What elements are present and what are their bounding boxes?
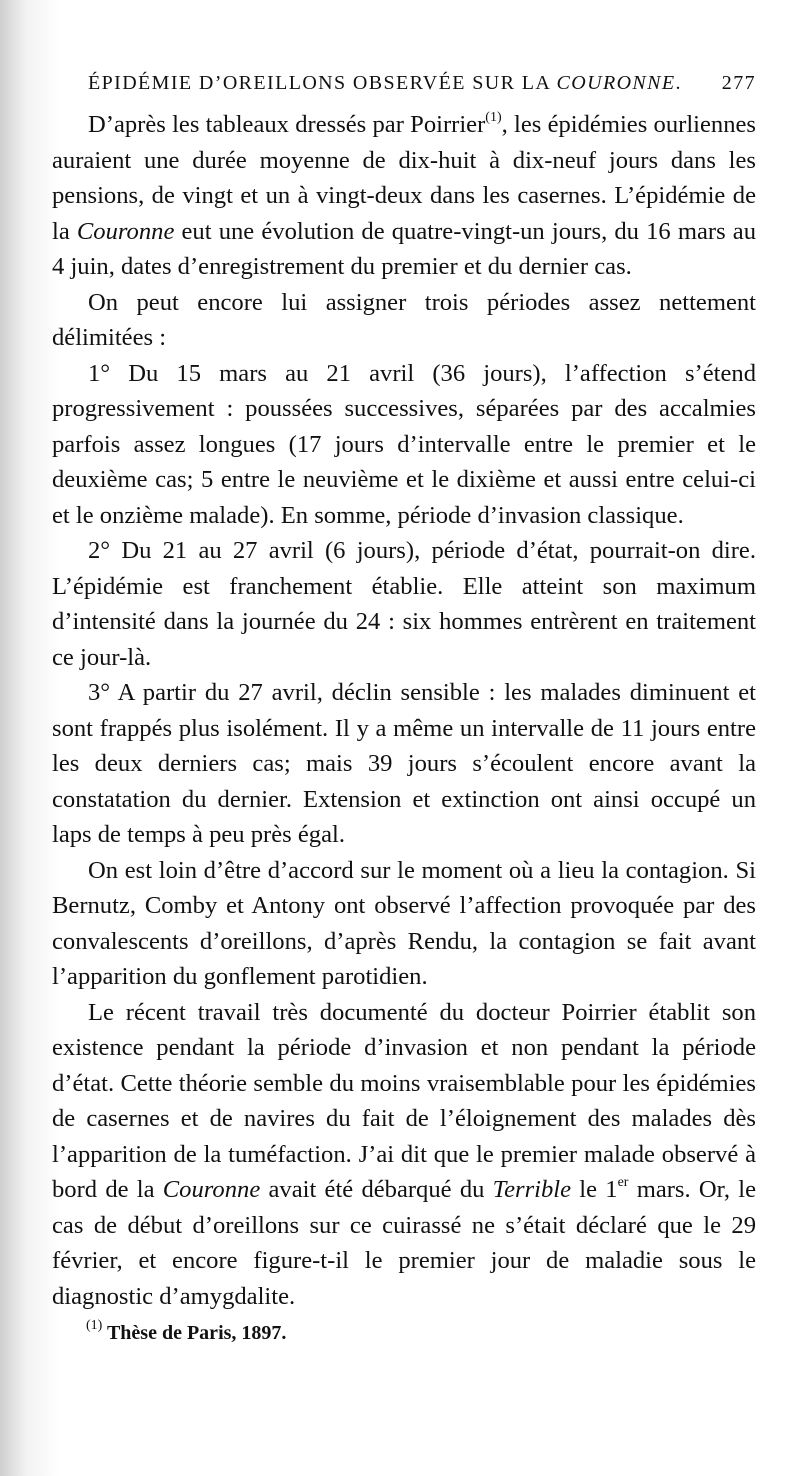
paragraph-2: On peut encore lui assigner trois périodes assez nettement délimitées : (52, 288, 756, 351)
footnote-text: Thèse de Paris, 1897. (106, 1322, 287, 1344)
ship-name: Terrible (492, 1176, 572, 1203)
ship-name: Couronne (76, 217, 175, 245)
paragraph-1: D’après les tableaux dressés par Poirrier$^{(1)}$, les épidémies ourliennes auraient une durée moyenne de dix-huit à dix-neuf jours dans les pensions, de vingt et un à vingt-deux dans les casernes. L’épidémie de la Couronne eut une évolution de quatre-vingt-un jours, du 16 mars au 4 juin, dates d’enregistrement du premier et du dernier cas. (52, 109, 756, 280)
running-title: ÉPIDÉMIE D’OREILLONS OBSERVÉE SUR LA COURONNE. (88, 72, 682, 94)
footnote (52, 1318, 756, 1348)
body-text (52, 107, 756, 1314)
ship-name: Couronne (162, 1176, 261, 1203)
footnote-marker: (1) (86, 1318, 103, 1334)
paragraph-6: On est loin d’être d’accord sur le moment où a lieu la contagion. Si Bernutz, Comby et Antony ont observé l’affection provoquée par des convalescents d’oreillons, d’après Rendu, la contagion se fait avant l’apparition du gonflement parotidien. (52, 856, 756, 990)
running-head (52, 72, 756, 95)
footnote-ref: (1) (485, 109, 502, 125)
ordinal-suffix: er (617, 1174, 629, 1190)
paragraph-5: 3° A partir du 27 avril, déclin sensible : les malades diminuent et sont frappés plus isolément. Il y a même un intervalle de 11 jours entre les deux derniers cas; mais 39 jours s’écoulent encore avant la constatation du dernier. Extension et extinction ont ainsi occupé un laps de temps à peu près égal. (52, 679, 756, 848)
paragraph-7: Le récent travail très documenté du docteur Poirrier établit son existence pendant la période d’invasion et non pendant la période d’état. Cette théorie semble du moins vraisemblable pour les épidémies de casernes et de navires du fait de l’éloignement des malades dès l’apparition de la tuméfaction. J’ai dit que le premier malade observé à bord de la Couronne avait été débarqué du Terrible le 1er mars. Or, le cas de début d’oreillons sur ce cuirassé ne s’était déclaré que le 29 février, et encore figure-t-il le premier jour de maladie sous le diagnostic d’amygdalite. (52, 998, 757, 1310)
paragraph-3: 1° Du 15 mars au 21 avril (36 jours), l’affection s’étend progressivement : poussées successives, séparées par des accalmies parfois assez longues (17 jours d’intervalle entre le premier et le deuxième cas; 5 entre le neuvième et le dixième et aussi entre celui-ci et le onzième malade). En somme, période d’invasion classique. (52, 359, 756, 529)
page-number: 277 (721, 72, 756, 94)
running-title-ship-name: COURONNE (556, 72, 676, 94)
paragraph-4: 2° Du 21 au 27 avril (6 jours), période d’état, pourrait-on dire. L’épidémie est franchement établie. Elle atteint son maximum d’intensité dans la journée du 24 : six hommes entrèrent en traitement ce jour-là. (52, 537, 756, 671)
